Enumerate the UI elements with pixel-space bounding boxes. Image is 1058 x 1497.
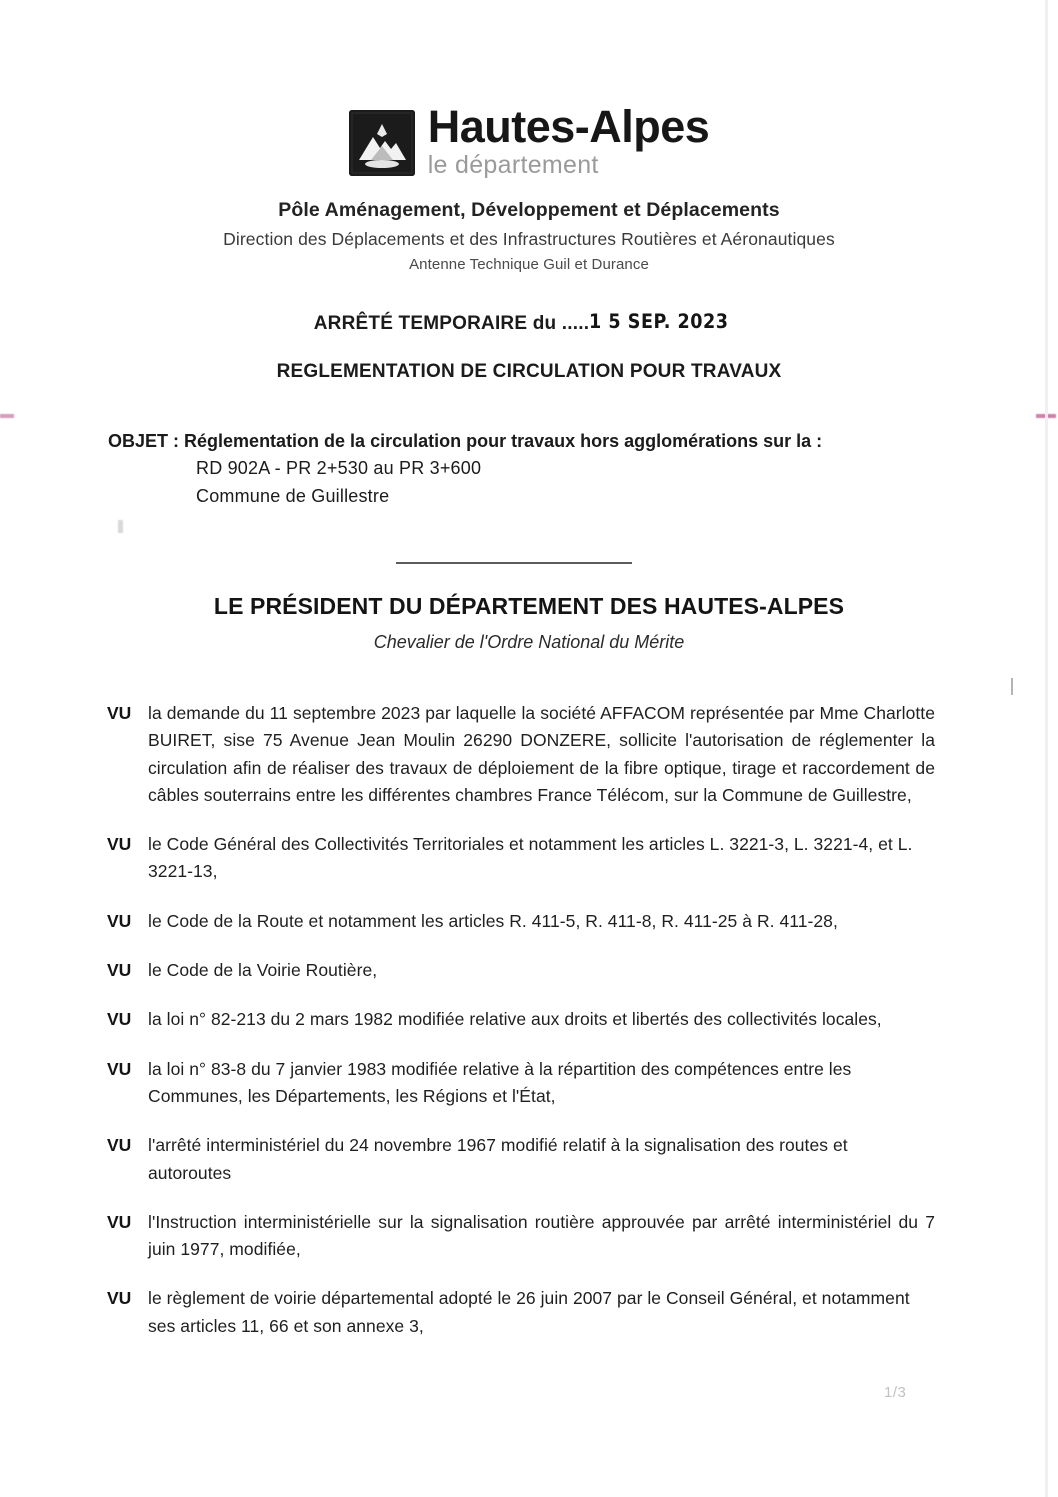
logo-subtitle: le département	[427, 151, 599, 180]
arrete-title	[0, 311, 1058, 335]
vu-item	[107, 1209, 935, 1264]
objet-block	[108, 428, 938, 510]
arrete-date-stamp: 1 5 SEP. 2023	[589, 310, 729, 333]
objet-line2: RD 902A - PR 2+530 au PR 3+600	[196, 458, 482, 479]
vu-label: VU	[107, 1211, 132, 1232]
scan-artifact-pink-left	[0, 414, 14, 418]
vu-label: VU	[107, 910, 132, 931]
department-pole-line: Pôle Aménagement, Développement et Déplacements	[278, 199, 780, 221]
vu-text: la loi n° 83-8 du 7 janvier 1983 modifiée relative à la répartition des compétences entre les Communes, les Départements, les Régions et l'État,	[148, 1058, 852, 1106]
arrete-title-prefix: ARRÊTÉ TEMPORAIRE du .....	[313, 313, 590, 334]
letterhead-logo	[0, 101, 1058, 181]
logo-title: Hautes-Alpes	[427, 101, 710, 152]
president-subheading: Chevalier de l'Ordre National du Mérite	[373, 632, 685, 652]
vu-label: VU	[107, 960, 132, 981]
scan-artifact-pink-right	[1036, 414, 1056, 418]
vu-item	[107, 908, 935, 935]
department-antenne-line: Antenne Technique Guil et Durance	[409, 256, 649, 273]
section-divider	[396, 562, 632, 564]
vu-item	[107, 1285, 935, 1340]
vu-text: l'arrêté interministériel du 24 novembre 1967 modifié relatif à la signalisation des routes et autoroutes	[148, 1135, 848, 1183]
vu-label: VU	[107, 703, 132, 723]
scan-artifact-page-edge	[1045, 0, 1048, 1497]
objet-line1: Réglementation de la circulation pour travaux hors agglomérations sur la :	[184, 431, 823, 451]
vu-item	[107, 831, 935, 886]
page-number: 1/3	[884, 1384, 907, 1401]
vu-label: VU	[107, 834, 132, 855]
vu-text: la loi n° 82-213 du 2 mars 1982 modifiée relative aux droits et libertés des collectivités locales,	[148, 1009, 882, 1030]
vu-text: le Code Général des Collectivités Territoriales et notamment les articles L. 3221-3, L. 3221-4, et L. 3221-13,	[148, 834, 913, 882]
vu-text: le Code de la Voirie Routière,	[148, 960, 378, 981]
vu-text: l'Instruction interministérielle sur la signalisation routière approuvée par arrêté interministériel du 7 juin 1977, modifiée,	[148, 1211, 935, 1260]
objet-first-line	[108, 428, 938, 455]
vu-label: VU	[107, 1009, 132, 1030]
vu-text: la demande du 11 septembre 2023 par laquelle la société AFFACOM représentée par Mme Charlotte BUIRET, sise 75 Avenue Jean Moulin 26290 DONZERE, sollicite l'autorisation de réglementer la circulation afin de réaliser des travaux de déploiement de la fibre optique, tirage et raccordement de câbles souterrains entre les différentes chambres France Télécom, sur la Commune de Guillestre,	[148, 703, 935, 805]
vu-text: le Code de la Route et notamment les articles R. 411-5, R. 411-8, R. 411-25 à R. 411-28,	[148, 910, 838, 931]
mountain-emblem-icon	[349, 110, 415, 176]
objet-label: OBJET :	[108, 431, 180, 451]
vu-label: VU	[107, 1288, 132, 1309]
objet-line3: Commune de Guillestre	[196, 485, 390, 506]
scan-artifact-tick-right	[1011, 678, 1013, 695]
vu-item	[107, 1056, 935, 1111]
department-direction-line: Direction des Déplacements et des Infrastructures Routières et Aéronautiques	[223, 229, 835, 249]
vu-list	[107, 700, 935, 1362]
vu-label: VU	[107, 1135, 132, 1156]
reglementation-title: REGLEMENTATION DE CIRCULATION POUR TRAVAUX	[276, 361, 782, 382]
scan-artifact-smudge-left	[118, 520, 123, 533]
president-heading: LE PRÉSIDENT DU DÉPARTEMENT DES HAUTES-ALPES	[213, 593, 845, 619]
vu-item	[107, 1132, 935, 1187]
vu-item	[107, 700, 935, 809]
vu-text: le règlement de voirie départemental adopté le 26 juin 2007 par le Conseil Général, et notamment ses articles 11, 66 et son annexe 3,	[148, 1288, 910, 1336]
vu-label: VU	[107, 1058, 132, 1079]
vu-item	[107, 1006, 935, 1033]
vu-item	[107, 957, 935, 984]
